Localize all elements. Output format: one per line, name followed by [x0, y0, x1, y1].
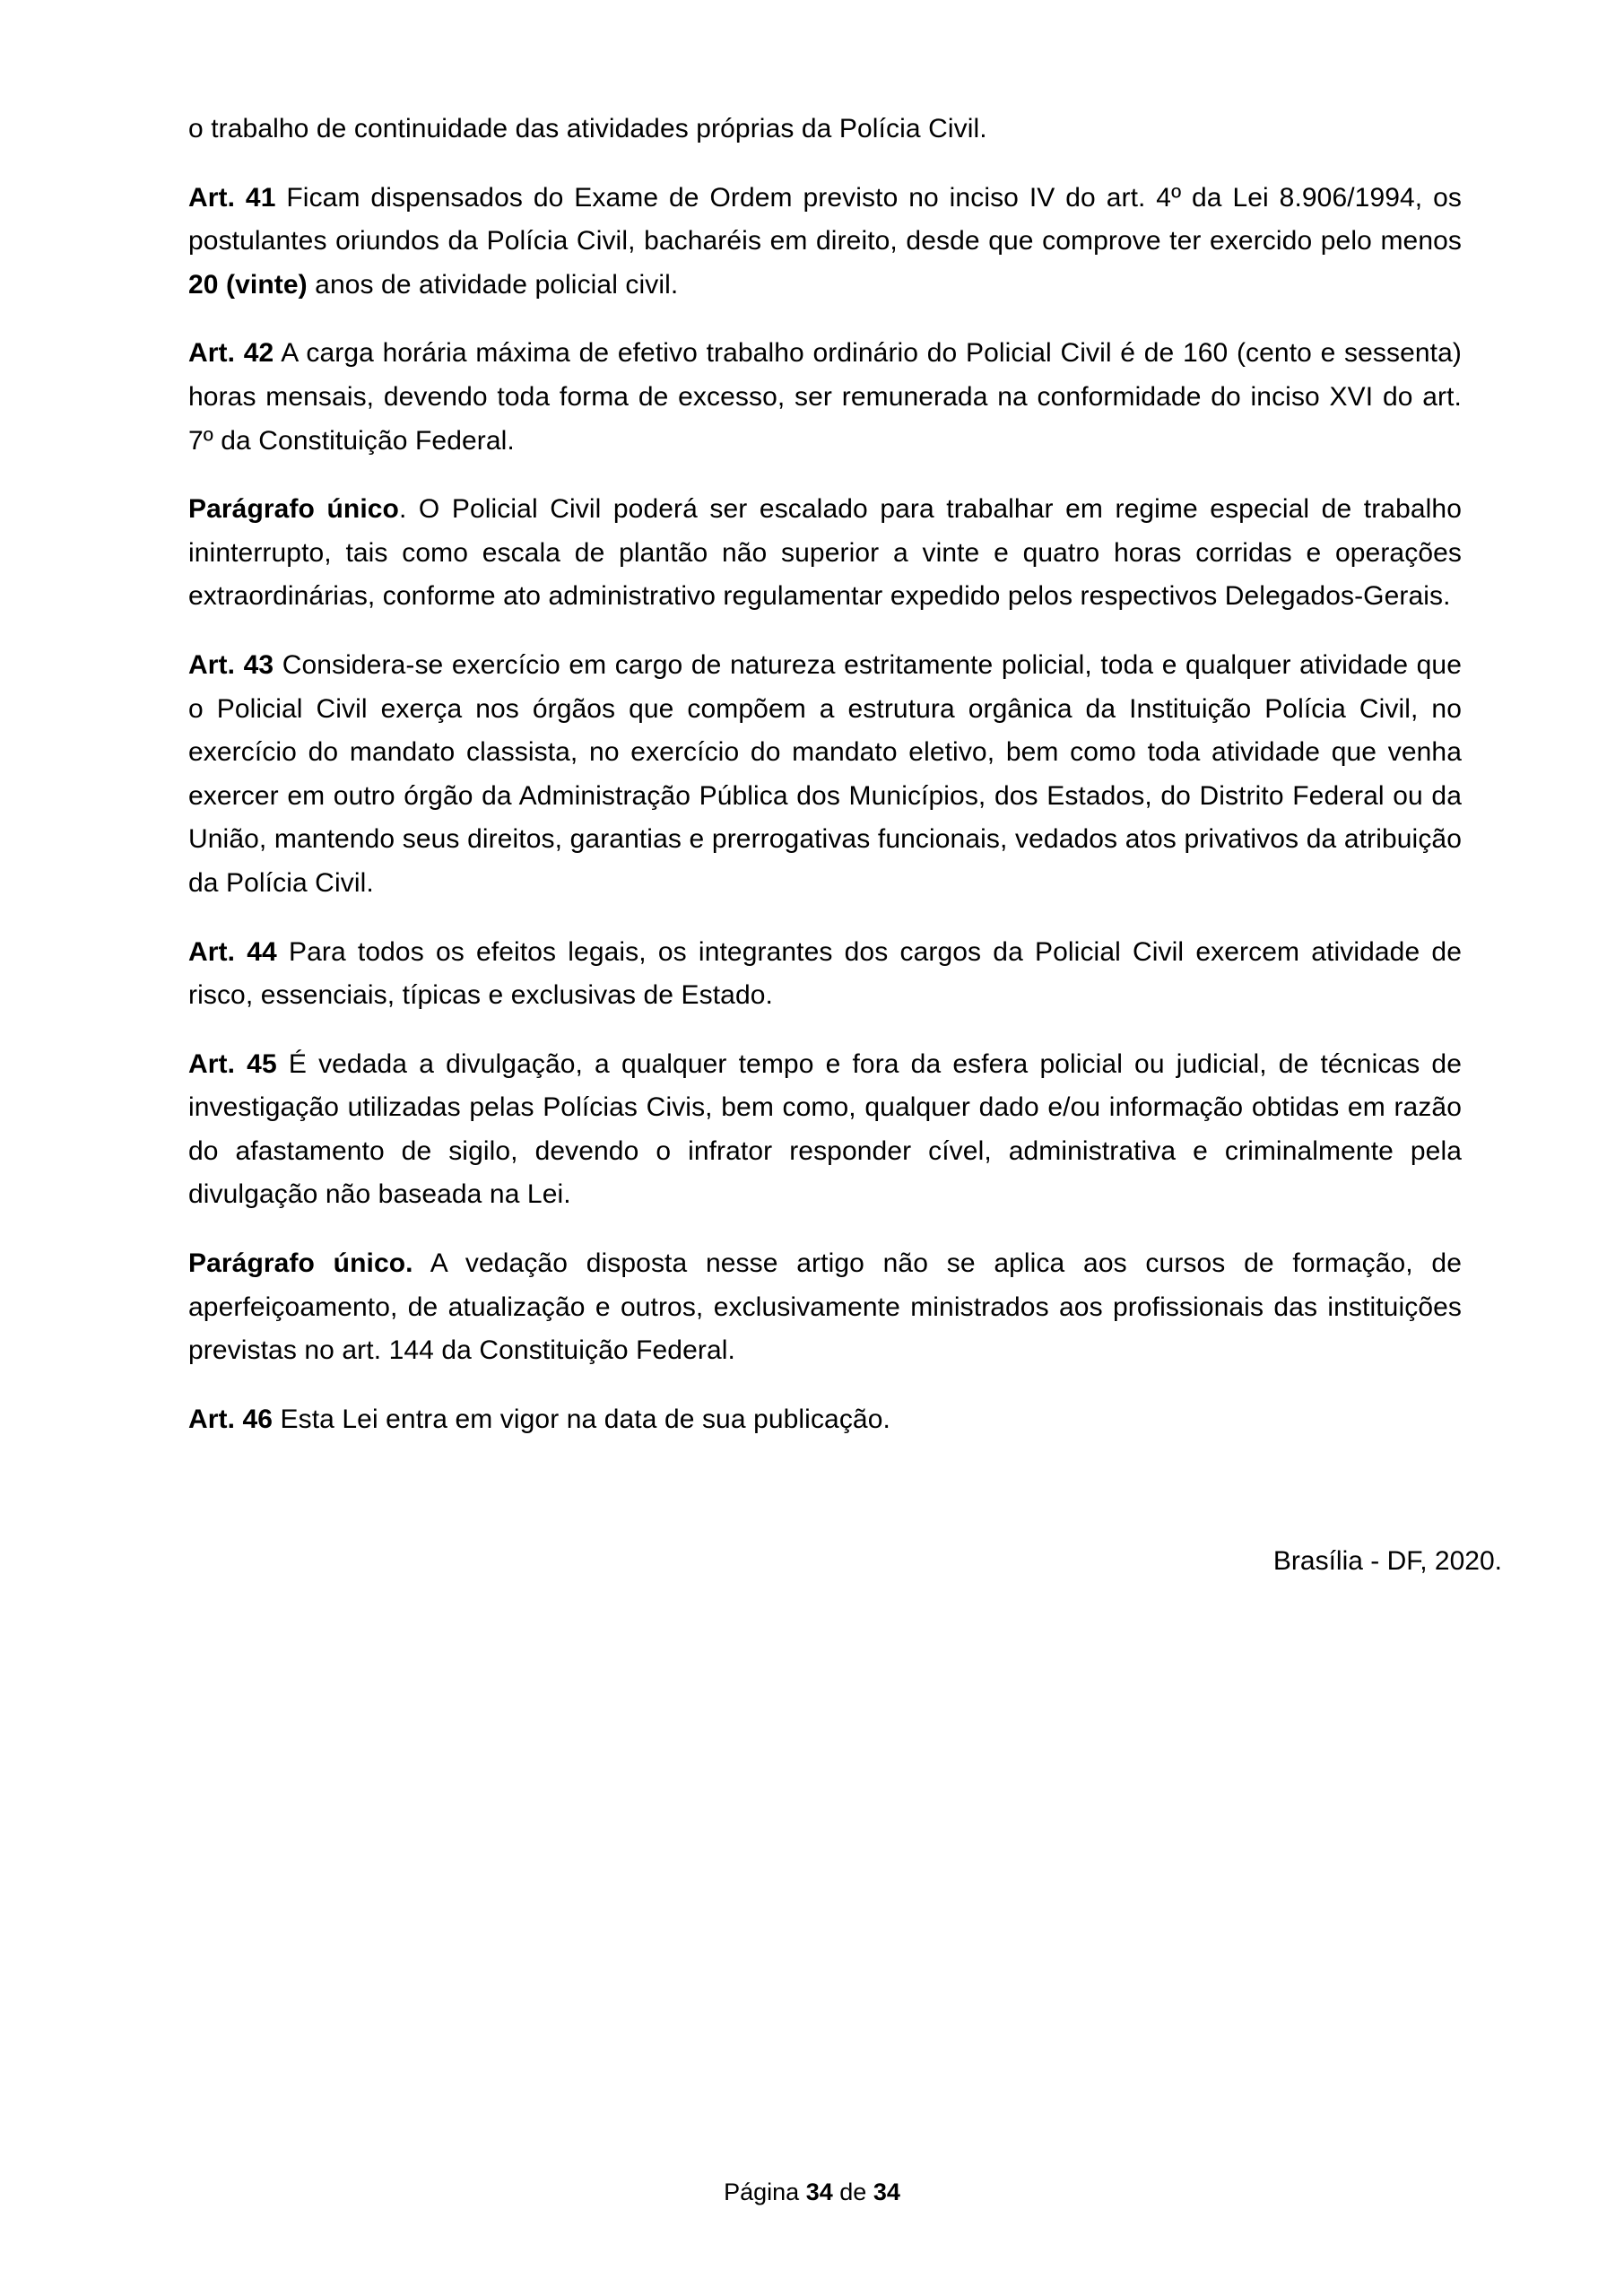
- paragraph: [188, 931, 1462, 1018]
- paragraph: [188, 1242, 1462, 1373]
- paragraph-text: o trabalho de continuidade das atividades próprias da Polícia Civil.: [188, 114, 987, 144]
- paragraph-emphasis: Art. 43: [188, 649, 274, 680]
- paragraph-emphasis: Parágrafo único.: [188, 1248, 413, 1279]
- paragraph: [188, 108, 1462, 152]
- paragraph-emphasis: Art. 45: [188, 1048, 277, 1079]
- paragraph: [188, 644, 1462, 906]
- paragraph: [188, 332, 1462, 463]
- paragraph-emphasis: 20 (vinte): [188, 269, 308, 300]
- page-footer: [0, 2176, 1624, 2210]
- paragraph-text: É vedada a divulgação, a qualquer tempo e fora da esfera policial ou judicial, de técnicas de investigação utilizadas pelas Polícias Civis, bem como, qualquer dado e/ou informação obtidas em razão do afastamento de sigilo, devendo o infrator responder cível, administrativa e criminalmente pela divulgação não baseada na Lei.: [188, 1048, 1462, 1210]
- signature-line: Brasília - DF, 2020.: [1272, 1546, 1502, 1577]
- footer-current-page: 34: [805, 2179, 833, 2206]
- paragraph-text: Ficam dispensados do Exame de Ordem previsto no inciso IV do art. 4º da Lei 8.906/1994, os postulantes oriundos da Polícia Civil, bacharéis em direito, desde que comprove ter exercido pelo menos: [188, 182, 1462, 257]
- footer-of-label: de: [839, 2179, 867, 2206]
- paragraph-text: A vedação disposta nesse artigo não se aplica aos cursos de formação, de aperfeiçoamento, de atualização e outros, exclusivamente ministrados aos profissionais das instituições previstas no art. 144 da Constituição Federal.: [188, 1248, 1463, 1366]
- paragraph: [188, 1043, 1462, 1217]
- paragraph-text: Para todos os efeitos legais, os integrantes dos cargos da Policial Civil exercem atividade de risco, essenciais, típicas e exclusivas de Estado.: [188, 936, 1462, 1011]
- paragraph-emphasis: Art. 41: [188, 182, 276, 213]
- paragraph: [188, 1398, 1462, 1442]
- paragraph-text: Considera-se exercício em cargo de natureza estritamente policial, toda e qualquer atividade que o Policial Civil exerça nos órgãos que compõem a estrutura orgânica da Instituição Polícia Civil, no exercício do mandato classista, no exercício do mandato eletivo, bem como toda atividade que venha exercer em outro órgão da Administração Pública dos Municípios, dos Estados, do Distrito Federal ou da União, mantendo seus direitos, garantias e prerrogativas funcionais, vedados atos privativos da atribuição da Polícia Civil.: [188, 649, 1463, 898]
- paragraph: [188, 488, 1462, 619]
- paragraph-text: Esta Lei entra em vigor na data de sua publicação.: [273, 1404, 890, 1434]
- paragraph-text: anos de atividade policial civil.: [307, 269, 679, 300]
- paragraph-emphasis: Parágrafo único: [188, 494, 399, 525]
- paragraph: [188, 177, 1462, 308]
- paragraph-emphasis: Art. 46: [188, 1404, 274, 1434]
- document-body: [188, 108, 1462, 1441]
- paragraph-text: A carga horária máxima de efetivo trabalho ordinário do Policial Civil é de 160 (cento e sessenta) horas mensais, devendo toda forma de excesso, ser remunerada na conformidade do inciso XVI do art. 7º da Constituição Federal.: [188, 338, 1462, 456]
- paragraph-emphasis: Art. 44: [188, 936, 277, 967]
- paragraph-text: . O Policial Civil poderá ser escalado para trabalhar em regime especial de trabalho ininterrupto, tais como escala de plantão não superior a vinte e quatro horas corridas e operações extraordinárias, conforme ato administrativo regulamentar expedido pelos respectivos Delegados-Gerais.: [188, 494, 1462, 612]
- footer-page-label: Página: [724, 2179, 800, 2206]
- paragraph-emphasis: Art. 42: [188, 338, 274, 369]
- footer-total-pages: 34: [873, 2179, 900, 2206]
